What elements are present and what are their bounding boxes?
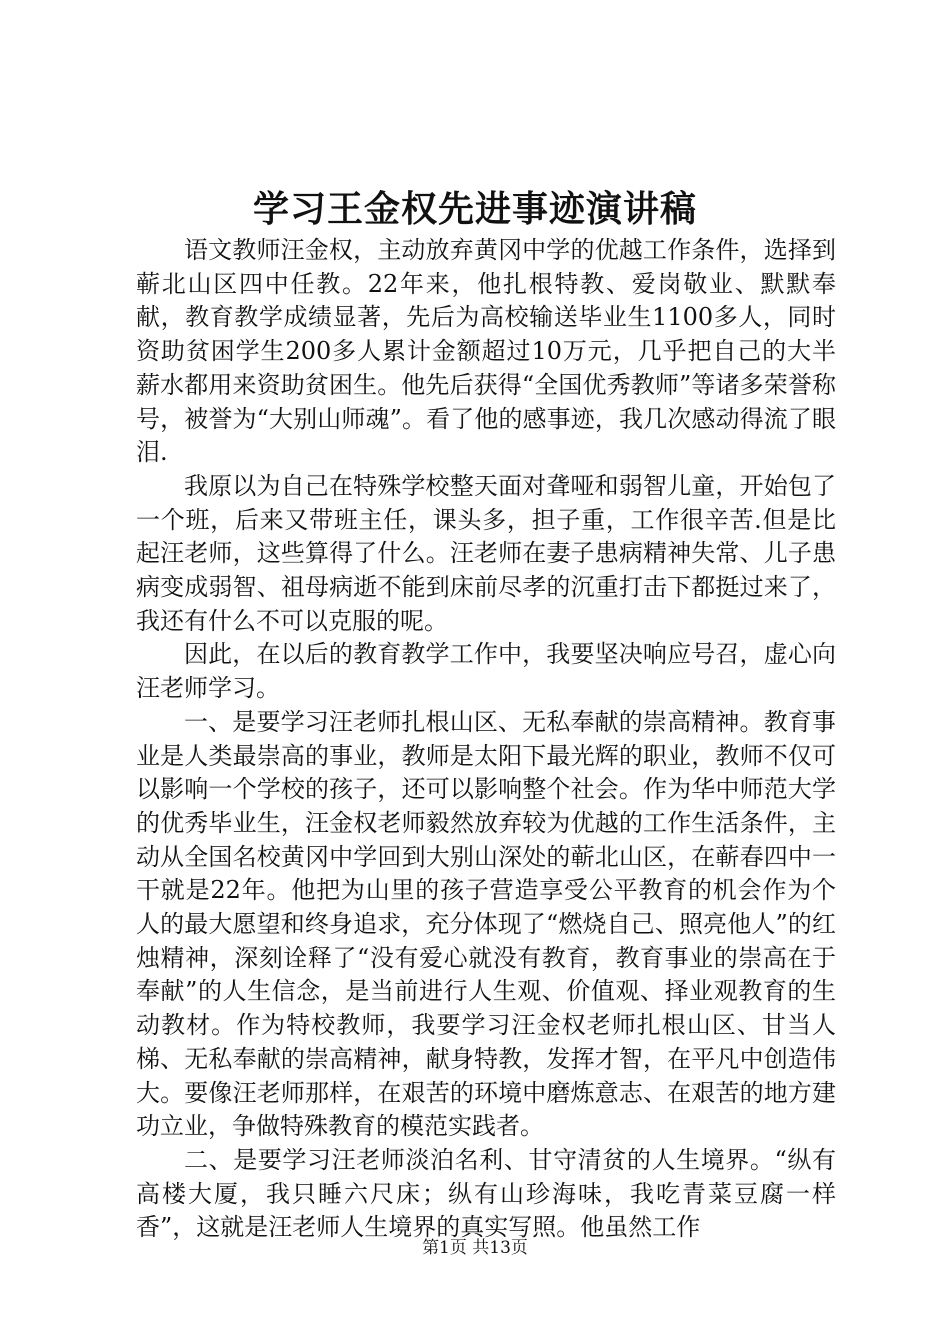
paragraph: 因此，在以后的教育教学工作中，我要坚决响应号召，虚心向汪老师学习。 [136,640,836,703]
page-number-footer: 第1页 共13页 [422,1238,528,1258]
paragraph: 语文教师汪金权，主动放弃黄冈中学的优越工作条件，选择到蕲北山区四中任教。22年来，他扎根特教、爱岗敬业、默默奉献，教育教学成绩显著，先后为高校输送毕业生1100多人，同时资助贫困学生200多人累计金额超过10万元，几乎把自己的大半薪水都用来资助贫困生。他先后获得“全国优秀教师”等诸多荣誉称号，被誉为“大别山师魂”。看了他的感事迹，我几次感动得流了眼泪. [136,236,836,467]
paragraph: 我原以为自己在特殊学校整天面对聋哑和弱智儿童，开始包了一个班，后来又带班主任，课头多，担子重，工作很辛苦.但是比起汪老师，这些算得了什么。汪老师在妻子患病精神失常、儿子患病变成弱智、祖母病逝不能到床前尽孝的沉重打击下都挺过来了，我还有什么不可以克服的呢。 [136,471,836,635]
paragraph: 二、是要学习汪老师淡泊名利、甘守清贫的人生境界。“纵有高楼大厦，我只睡六尺床；纵有山珍海味，我吃青菜豆腐一样香”，这就是汪老师人生境界的真实写照。他虽然工作 [136,1145,836,1242]
document-title: 学习王金权先进事迹演讲稿 [252,188,697,230]
paragraph: 一、是要学习汪老师扎根山区、无私奉献的崇高精神。教育事业是人类最崇高的事业，教师是太阳下最光辉的职业，教师不仅可以影响一个学校的孩子，还可以影响整个社会。作为华中师范大学的优秀毕业生，汪金权老师毅然放弃较为优越的工作生活条件，主动从全国名校黄冈中学回到大别山深处的蕲北山区，在蕲春四中一干就是22年。他把为山里的孩子营造享受公平教育的机会作为个人的最大愿望和终身追求，充分体现了“燃烧自己、照亮他人”的红烛精神，深刻诠释了“没有爱心就没有教育，教育事业的崇高在于奉献”的人生信念，是当前进行人生观、价值观、择业观教育的生动教材。作为特校教师，我要学习汪金权老师扎根山区、甘当人梯、无私奉献的崇高精神，献身特教，发挥才智，在平凡中创造伟大。要像汪老师那样，在艰苦的环境中磨炼意志、在艰苦的地方建功立业，争做特殊教育的模范实践者。 [136,707,836,1141]
document-body [136,234,836,1245]
